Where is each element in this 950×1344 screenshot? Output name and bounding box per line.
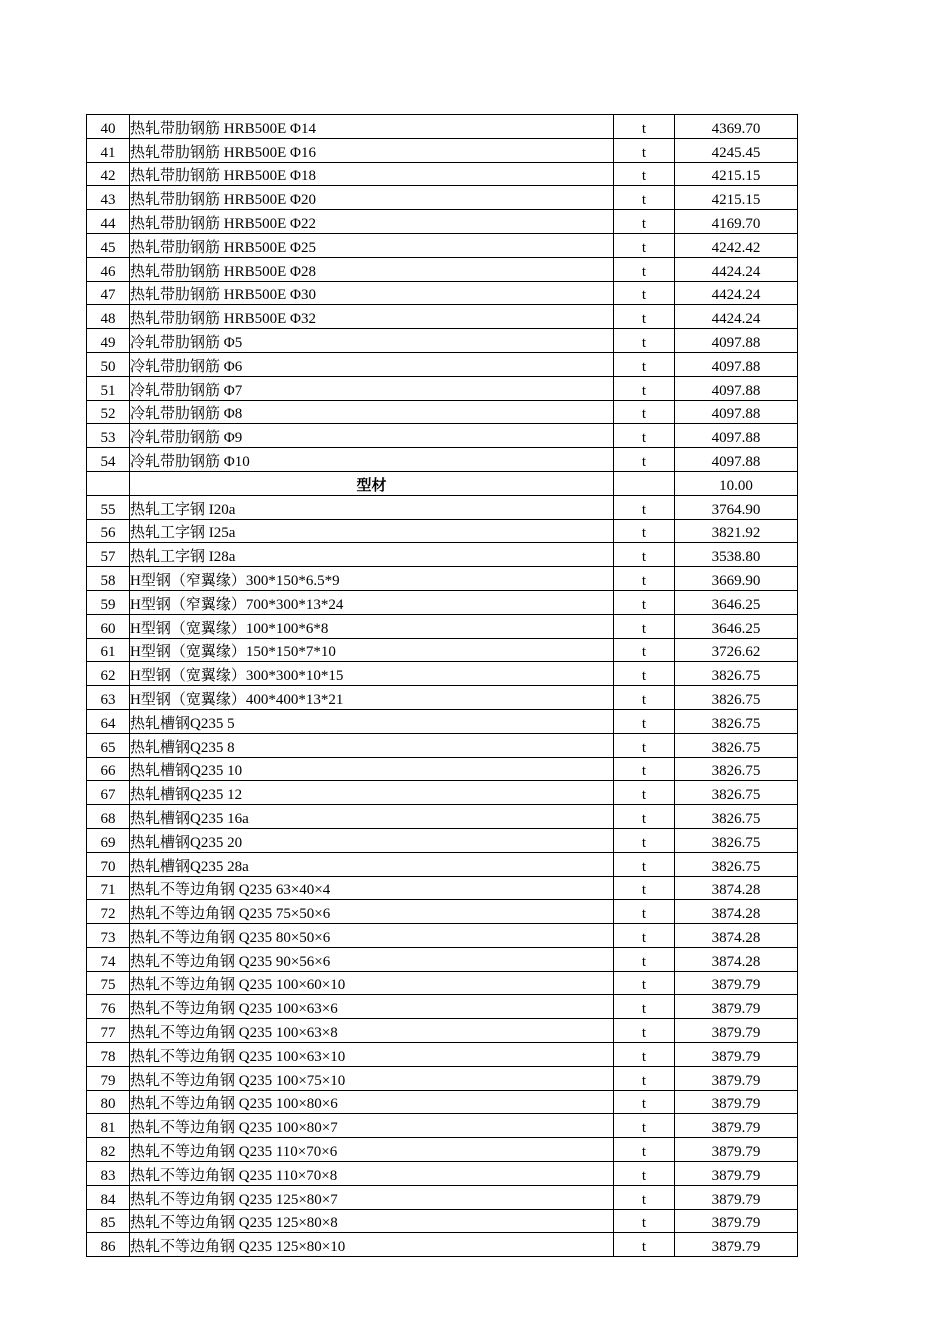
unit-cell: t: [614, 495, 675, 519]
item-name-cell: 热轧带肋钢筋 HRB500E Φ22: [130, 210, 614, 234]
price-cell: 4097.88: [675, 448, 798, 472]
item-number-cell: 61: [87, 638, 130, 662]
table-row: [87, 947, 798, 971]
item-number-cell: 48: [87, 305, 130, 329]
unit-cell: t: [614, 543, 675, 567]
price-cell: 3879.79: [675, 1185, 798, 1209]
item-name-cell: 热轧不等边角钢 Q235 100×75×10: [130, 1066, 614, 1090]
table-row: [87, 138, 798, 162]
item-number-cell: 51: [87, 376, 130, 400]
unit-cell: t: [614, 1114, 675, 1138]
price-cell: 3726.62: [675, 638, 798, 662]
item-number-cell: 65: [87, 733, 130, 757]
item-name-cell: 冷轧带肋钢筋 Φ9: [130, 424, 614, 448]
price-cell: 3826.75: [675, 757, 798, 781]
table-row: [87, 567, 798, 591]
unit-cell: t: [614, 662, 675, 686]
unit-cell: t: [614, 852, 675, 876]
unit-cell: t: [614, 1185, 675, 1209]
item-name-cell: 热轧不等边角钢 Q235 110×70×6: [130, 1138, 614, 1162]
item-name-cell: 热轧带肋钢筋 HRB500E Φ30: [130, 281, 614, 305]
table-row: [87, 852, 798, 876]
item-name-cell: 热轧不等边角钢 Q235 80×50×6: [130, 924, 614, 948]
price-cell: 3821.92: [675, 519, 798, 543]
price-cell: 3879.79: [675, 1233, 798, 1257]
item-name-cell: 热轧槽钢Q235 28a: [130, 852, 614, 876]
item-number-cell: 45: [87, 233, 130, 257]
item-name-cell: 热轧不等边角钢 Q235 110×70×8: [130, 1162, 614, 1186]
price-cell: 4097.88: [675, 376, 798, 400]
item-number-cell: 81: [87, 1114, 130, 1138]
price-cell: 3538.80: [675, 543, 798, 567]
price-cell: 4097.88: [675, 424, 798, 448]
unit-cell: t: [614, 781, 675, 805]
table-row: [87, 495, 798, 519]
item-name-cell: 热轧不等边角钢 Q235 100×80×7: [130, 1114, 614, 1138]
price-cell: 3874.28: [675, 924, 798, 948]
price-cell: 3879.79: [675, 995, 798, 1019]
unit-cell: t: [614, 1162, 675, 1186]
price-cell: 4424.24: [675, 305, 798, 329]
unit-cell: t: [614, 1066, 675, 1090]
price-cell: 3646.25: [675, 614, 798, 638]
item-name-cell: 热轧不等边角钢 Q235 75×50×6: [130, 900, 614, 924]
item-name-cell: H型钢（宽翼缘）100*100*6*8: [130, 614, 614, 638]
item-name-cell: 热轧不等边角钢 Q235 100×63×6: [130, 995, 614, 1019]
table-row: [87, 1162, 798, 1186]
unit-cell: t: [614, 352, 675, 376]
price-cell: 3879.79: [675, 1066, 798, 1090]
item-number-cell: 42: [87, 162, 130, 186]
price-cell: 4245.45: [675, 138, 798, 162]
item-name-cell: H型钢（宽翼缘）400*400*13*21: [130, 686, 614, 710]
table-row: [87, 781, 798, 805]
unit-cell: t: [614, 947, 675, 971]
table-row: [87, 1209, 798, 1233]
item-number-cell: 73: [87, 924, 130, 948]
table-row: [87, 757, 798, 781]
item-number-cell: 58: [87, 567, 130, 591]
unit-cell: [614, 471, 675, 495]
table-row: [87, 305, 798, 329]
item-name-cell: 冷轧带肋钢筋 Φ5: [130, 329, 614, 353]
unit-cell: t: [614, 519, 675, 543]
item-number-cell: 44: [87, 210, 130, 234]
item-number-cell: 71: [87, 876, 130, 900]
item-name-cell: 热轧不等边角钢 Q235 100×60×10: [130, 971, 614, 995]
item-number-cell: 43: [87, 186, 130, 210]
price-cell: 3874.28: [675, 876, 798, 900]
item-name-cell: 热轧带肋钢筋 HRB500E Φ28: [130, 257, 614, 281]
table-row: [87, 995, 798, 1019]
item-number-cell: 64: [87, 709, 130, 733]
table-row: [87, 543, 798, 567]
price-cell: 3874.28: [675, 947, 798, 971]
item-number-cell: 74: [87, 947, 130, 971]
price-cell: 3879.79: [675, 1138, 798, 1162]
item-number-cell: 56: [87, 519, 130, 543]
table-row: [87, 448, 798, 472]
table-row: [87, 162, 798, 186]
item-number-cell: 63: [87, 686, 130, 710]
item-name-cell: 热轧不等边角钢 Q235 125×80×10: [130, 1233, 614, 1257]
item-number-cell: 77: [87, 1019, 130, 1043]
unit-cell: t: [614, 995, 675, 1019]
table-row: [87, 186, 798, 210]
item-name-cell: 冷轧带肋钢筋 Φ10: [130, 448, 614, 472]
item-number-cell: 79: [87, 1066, 130, 1090]
price-cell: 3879.79: [675, 1209, 798, 1233]
item-number-cell: 47: [87, 281, 130, 305]
table-row: [87, 115, 798, 139]
price-cell: 3764.90: [675, 495, 798, 519]
section-header-row: [87, 471, 798, 495]
table-row: [87, 1019, 798, 1043]
item-name-cell: 热轧槽钢Q235 5: [130, 709, 614, 733]
item-number-cell: 41: [87, 138, 130, 162]
item-number-cell: 59: [87, 590, 130, 614]
item-name-cell: H型钢（宽翼缘）150*150*7*10: [130, 638, 614, 662]
unit-cell: t: [614, 971, 675, 995]
price-table-body: [87, 115, 798, 1257]
item-name-cell: H型钢（窄翼缘）700*300*13*24: [130, 590, 614, 614]
unit-cell: t: [614, 686, 675, 710]
item-name-cell: 热轧槽钢Q235 10: [130, 757, 614, 781]
price-cell: 4097.88: [675, 352, 798, 376]
item-name-cell: 热轧不等边角钢 Q235 125×80×8: [130, 1209, 614, 1233]
table-row: [87, 281, 798, 305]
price-cell: 3826.75: [675, 709, 798, 733]
item-number-cell: 55: [87, 495, 130, 519]
price-cell: 3826.75: [675, 686, 798, 710]
unit-cell: t: [614, 138, 675, 162]
unit-cell: t: [614, 424, 675, 448]
unit-cell: t: [614, 329, 675, 353]
section-title-cell: 型材: [130, 471, 614, 495]
item-name-cell: 热轧带肋钢筋 HRB500E Φ16: [130, 138, 614, 162]
unit-cell: t: [614, 162, 675, 186]
table-row: [87, 400, 798, 424]
price-cell: 3879.79: [675, 1043, 798, 1067]
item-number-cell: 68: [87, 805, 130, 829]
unit-cell: t: [614, 186, 675, 210]
price-cell: 4097.88: [675, 329, 798, 353]
item-name-cell: 热轧槽钢Q235 8: [130, 733, 614, 757]
table-row: [87, 376, 798, 400]
item-name-cell: 冷轧带肋钢筋 Φ6: [130, 352, 614, 376]
table-row: [87, 352, 798, 376]
table-row: [87, 1066, 798, 1090]
item-name-cell: 热轧工字钢 I28a: [130, 543, 614, 567]
table-row: [87, 1114, 798, 1138]
unit-cell: t: [614, 614, 675, 638]
item-number-cell: 53: [87, 424, 130, 448]
item-number-cell: 70: [87, 852, 130, 876]
price-cell: 3826.75: [675, 828, 798, 852]
item-name-cell: 热轧不等边角钢 Q235 125×80×7: [130, 1185, 614, 1209]
item-name-cell: 热轧槽钢Q235 20: [130, 828, 614, 852]
unit-cell: t: [614, 757, 675, 781]
unit-cell: t: [614, 876, 675, 900]
table-row: [87, 1233, 798, 1257]
item-number-cell: 49: [87, 329, 130, 353]
price-cell: 3879.79: [675, 1162, 798, 1186]
item-name-cell: 热轧不等边角钢 Q235 63×40×4: [130, 876, 614, 900]
unit-cell: t: [614, 376, 675, 400]
table-row: [87, 924, 798, 948]
table-row: [87, 1090, 798, 1114]
price-cell: 3826.75: [675, 781, 798, 805]
table-row: [87, 614, 798, 638]
unit-cell: t: [614, 1233, 675, 1257]
item-name-cell: 热轧工字钢 I25a: [130, 519, 614, 543]
table-row: [87, 876, 798, 900]
unit-cell: t: [614, 233, 675, 257]
item-name-cell: 冷轧带肋钢筋 Φ8: [130, 400, 614, 424]
unit-cell: t: [614, 924, 675, 948]
table-row: [87, 1138, 798, 1162]
item-number-cell: [87, 471, 130, 495]
price-table: [86, 114, 798, 1257]
unit-cell: t: [614, 638, 675, 662]
price-cell: 3879.79: [675, 1090, 798, 1114]
unit-cell: t: [614, 900, 675, 924]
item-number-cell: 84: [87, 1185, 130, 1209]
unit-cell: t: [614, 281, 675, 305]
item-number-cell: 52: [87, 400, 130, 424]
table-row: [87, 709, 798, 733]
unit-cell: t: [614, 828, 675, 852]
table-row: [87, 1043, 798, 1067]
price-cell: 10.00: [675, 471, 798, 495]
item-number-cell: 86: [87, 1233, 130, 1257]
unit-cell: t: [614, 1019, 675, 1043]
unit-cell: t: [614, 567, 675, 591]
item-name-cell: 热轧带肋钢筋 HRB500E Φ25: [130, 233, 614, 257]
table-row: [87, 900, 798, 924]
table-row: [87, 662, 798, 686]
unit-cell: t: [614, 709, 675, 733]
item-name-cell: 热轧槽钢Q235 16a: [130, 805, 614, 829]
price-cell: 3826.75: [675, 852, 798, 876]
table-row: [87, 519, 798, 543]
item-number-cell: 54: [87, 448, 130, 472]
price-cell: 3879.79: [675, 971, 798, 995]
price-cell: 4369.70: [675, 115, 798, 139]
unit-cell: t: [614, 1209, 675, 1233]
item-name-cell: 热轧带肋钢筋 HRB500E Φ20: [130, 186, 614, 210]
item-number-cell: 76: [87, 995, 130, 1019]
item-number-cell: 57: [87, 543, 130, 567]
price-cell: 3879.79: [675, 1114, 798, 1138]
table-row: [87, 329, 798, 353]
item-name-cell: 热轧不等边角钢 Q235 90×56×6: [130, 947, 614, 971]
table-row: [87, 590, 798, 614]
price-cell: 4097.88: [675, 400, 798, 424]
item-number-cell: 69: [87, 828, 130, 852]
unit-cell: t: [614, 448, 675, 472]
item-number-cell: 62: [87, 662, 130, 686]
item-name-cell: 热轧带肋钢筋 HRB500E Φ14: [130, 115, 614, 139]
price-cell: 4424.24: [675, 281, 798, 305]
unit-cell: t: [614, 305, 675, 329]
unit-cell: t: [614, 210, 675, 234]
item-name-cell: 热轧不等边角钢 Q235 100×80×6: [130, 1090, 614, 1114]
table-row: [87, 686, 798, 710]
price-cell: 3646.25: [675, 590, 798, 614]
price-cell: 3826.75: [675, 805, 798, 829]
price-cell: 3879.79: [675, 1019, 798, 1043]
item-number-cell: 72: [87, 900, 130, 924]
item-number-cell: 40: [87, 115, 130, 139]
item-number-cell: 82: [87, 1138, 130, 1162]
item-number-cell: 75: [87, 971, 130, 995]
price-cell: 4424.24: [675, 257, 798, 281]
table-row: [87, 233, 798, 257]
table-row: [87, 210, 798, 234]
unit-cell: t: [614, 1043, 675, 1067]
price-cell: 4215.15: [675, 162, 798, 186]
unit-cell: t: [614, 733, 675, 757]
table-row: [87, 971, 798, 995]
unit-cell: t: [614, 1090, 675, 1114]
price-cell: 4242.42: [675, 233, 798, 257]
item-name-cell: H型钢（窄翼缘）300*150*6.5*9: [130, 567, 614, 591]
price-cell: 4215.15: [675, 186, 798, 210]
unit-cell: t: [614, 1138, 675, 1162]
item-name-cell: H型钢（宽翼缘）300*300*10*15: [130, 662, 614, 686]
table-row: [87, 828, 798, 852]
unit-cell: t: [614, 400, 675, 424]
item-name-cell: 热轧带肋钢筋 HRB500E Φ18: [130, 162, 614, 186]
item-number-cell: 85: [87, 1209, 130, 1233]
table-row: [87, 638, 798, 662]
price-cell: 4169.70: [675, 210, 798, 234]
table-row: [87, 1185, 798, 1209]
price-cell: 3826.75: [675, 733, 798, 757]
item-number-cell: 67: [87, 781, 130, 805]
item-number-cell: 46: [87, 257, 130, 281]
unit-cell: t: [614, 805, 675, 829]
table-row: [87, 733, 798, 757]
item-number-cell: 60: [87, 614, 130, 638]
item-name-cell: 热轧工字钢 I20a: [130, 495, 614, 519]
item-number-cell: 83: [87, 1162, 130, 1186]
unit-cell: t: [614, 257, 675, 281]
item-number-cell: 50: [87, 352, 130, 376]
table-row: [87, 257, 798, 281]
price-cell: 3826.75: [675, 662, 798, 686]
item-number-cell: 78: [87, 1043, 130, 1067]
price-cell: 3669.90: [675, 567, 798, 591]
unit-cell: t: [614, 115, 675, 139]
table-row: [87, 805, 798, 829]
item-name-cell: 冷轧带肋钢筋 Φ7: [130, 376, 614, 400]
unit-cell: t: [614, 590, 675, 614]
item-name-cell: 热轧不等边角钢 Q235 100×63×8: [130, 1019, 614, 1043]
item-name-cell: 热轧带肋钢筋 HRB500E Φ32: [130, 305, 614, 329]
price-cell: 3874.28: [675, 900, 798, 924]
item-number-cell: 80: [87, 1090, 130, 1114]
item-name-cell: 热轧不等边角钢 Q235 100×63×10: [130, 1043, 614, 1067]
item-name-cell: 热轧槽钢Q235 12: [130, 781, 614, 805]
item-number-cell: 66: [87, 757, 130, 781]
table-row: [87, 424, 798, 448]
